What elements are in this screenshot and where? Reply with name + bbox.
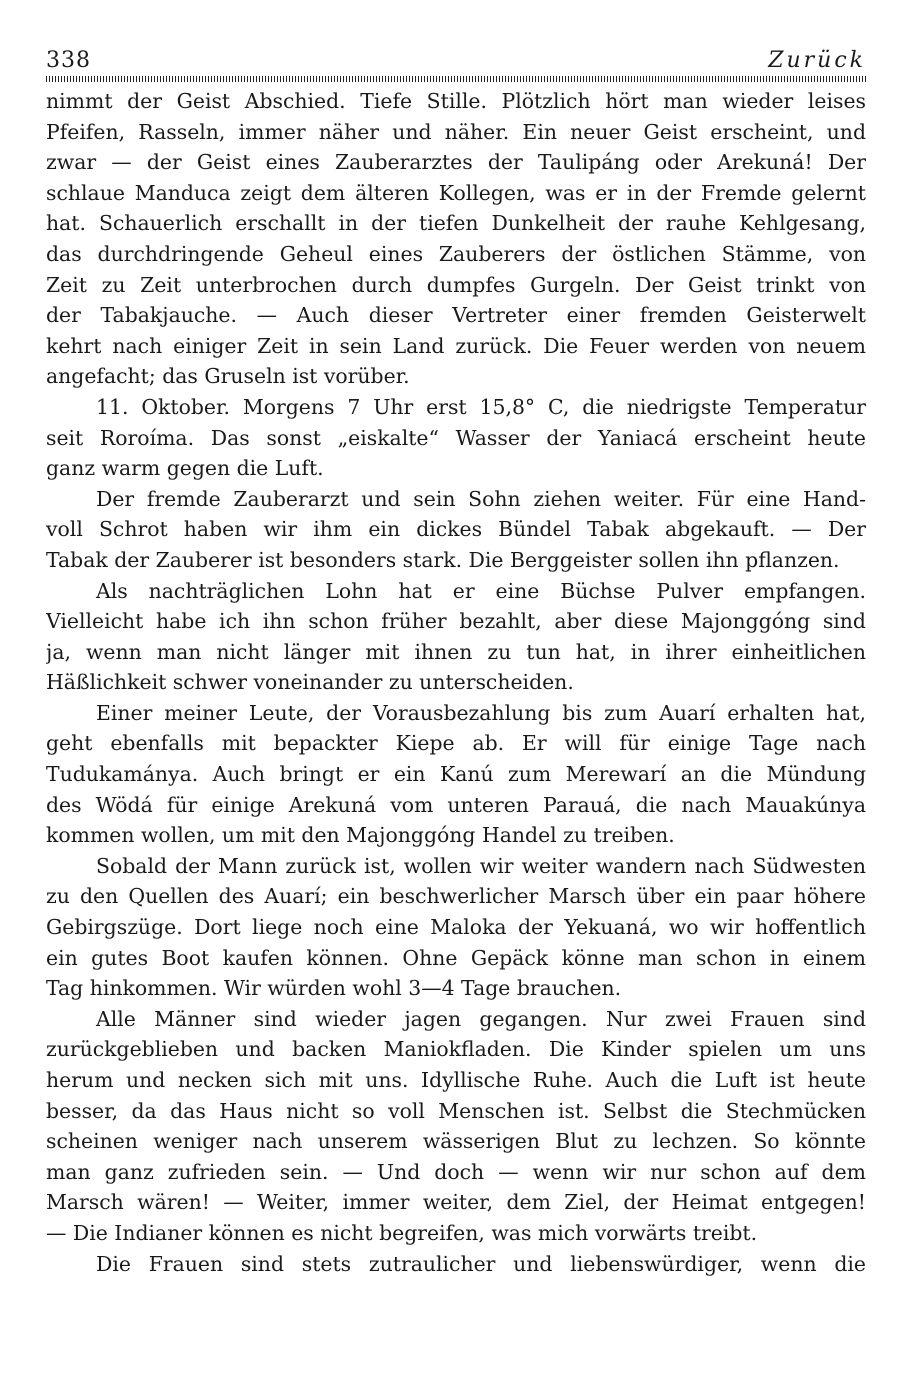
text-line: Einer meiner Leute, der Vorausbezahlung bis zum Auarí erhalten hat, [96, 700, 866, 725]
text-line: scheinen weniger nach unserem wässerigen Blut zu lechzen. So könnte [46, 1129, 866, 1154]
text-line: ja, wenn man nicht länger mit ihnen zu tun hat, in ihrer einheitlichen [46, 639, 866, 664]
text-line: Sobald der Mann zurück ist, wollen wir weiter wandern nach Südwesten [96, 853, 866, 878]
text-line: nimmt der Geist Abschied. Tiefe Stille. Plötzlich hört man wieder leises [46, 89, 866, 113]
text-line: voll Schrot haben wir ihm ein dickes Bündel Tabak abgekauft. — Der [46, 517, 866, 542]
text-line: Die Frauen sind stets zutraulicher und liebenswürdiger, wenn die [96, 1251, 866, 1276]
text-line: besser, da das Haus nicht so voll Menschen ist. Selbst die Stechmücken [46, 1098, 866, 1123]
text-line: schlaue Manduca zeigt dem älteren Kollegen, was er in der Fremde gelernt [46, 180, 866, 205]
text-line: herum und necken sich mit uns. Idyllische Ruhe. Auch die Luft ist heute [46, 1068, 866, 1092]
text-line: kehrt nach einiger Zeit in sein Land zurück. Die Feuer werden von neuem [46, 333, 866, 358]
text-line: man ganz zufrieden sein. — Und doch — wenn wir nur schon auf dem [46, 1159, 866, 1184]
book-page [46, 48, 866, 1279]
text-line: angefacht; das Gruseln ist vorüber. [46, 364, 410, 389]
text-line: des Wödá für einige Arekuná vom unteren Parauá, die nach Mauakúnya [46, 792, 866, 817]
text-line: Gebirgszüge. Dort liege noch eine Maloka der Yekuaná, wo wir hoffentlich [46, 915, 866, 940]
header-rule [46, 76, 866, 82]
paragraph [46, 576, 866, 698]
page-number: 338 [46, 48, 91, 73]
paragraph [46, 392, 866, 484]
text-line: — Die Indianer können es nicht begreifen, was mich vorwärts treibt. [46, 1220, 758, 1245]
text-line: Vielleicht habe ich ihn schon früher bezahlt, aber diese Majonggóng sind [46, 609, 866, 634]
paragraph [46, 86, 866, 392]
text-line: kommen wollen, um mit den Majonggóng Handel zu treiben. [46, 823, 675, 848]
text-line: seit Roroíma. Das sonst „eiskalte“ Wasser der Yaniacá erscheint heute [46, 425, 866, 450]
text-line: Tabak der Zauberer ist besonders stark. Die Berggeister sollen ihn pflanzen. [46, 547, 840, 572]
running-head: Zurück [768, 48, 866, 73]
paragraph [46, 484, 866, 576]
text-line: zu den Quellen des Auarí; ein beschwerlicher Marsch über ein paar höhere [46, 884, 866, 909]
text-line: geht ebenfalls mit bepackter Kiepe ab. Er will für einige Tage nach [46, 731, 866, 756]
text-line: ganz warm gegen die Luft. [46, 456, 324, 481]
text-line: Zeit zu Zeit unterbrochen durch dumpfes Gurgeln. Der Geist trinkt von [46, 272, 866, 297]
text-line: Der fremde Zauberarzt und sein Sohn ziehen weiter. Für eine Hand- [96, 486, 866, 511]
text-line: der Tabakjauche. — Auch dieser Vertreter einer fremden Geisterwelt [46, 303, 866, 328]
text-line: zwar — der Geist eines Zauberarztes der Taulipáng oder Arekuná! Der [46, 150, 866, 175]
text-line: ein gutes Boot kaufen können. Ohne Gepäck könne man schon in einem [46, 945, 866, 970]
text-line: das durchdringende Geheul eines Zauberers der östlichen Stämme, von [46, 241, 866, 266]
text-line: Tag hinkommen. Wir würden wohl 3—4 Tage brauchen. [46, 976, 622, 1001]
text-line: Marsch wären! — Weiter, immer weiter, dem Ziel, der Heimat entgegen! [46, 1190, 866, 1215]
text-line: Pfeifen, Rasseln, immer näher und näher. Ein neuer Geist erscheint, und [46, 119, 866, 144]
paragraph [46, 1249, 866, 1280]
paragraph [46, 851, 866, 1004]
page-header [46, 48, 866, 82]
text-line: Häßlichkeit schwer voneinander zu unterscheiden. [46, 670, 574, 695]
paragraph [46, 1004, 866, 1249]
text-line: Tudukamánya. Auch bringt er ein Kanú zum Merewarí an die Mündung [46, 762, 866, 787]
body-text [46, 86, 866, 1279]
text-line: hat. Schauerlich erschallt in der tiefen Dunkelheit der rauhe Kehlgesang, [46, 211, 866, 236]
text-line: 11. Oktober. Morgens 7 Uhr erst 15,8° C, die niedrigste Temperatur [96, 394, 866, 419]
paragraph [46, 698, 866, 851]
text-line: Alle Männer sind wieder jagen gegangen. Nur zwei Frauen sind [96, 1006, 866, 1031]
text-line: zurückgeblieben und backen Maniokfladen. Die Kinder spielen um uns [46, 1037, 866, 1062]
text-line: Als nachträglichen Lohn hat er eine Büchse Pulver empfangen. [96, 578, 866, 603]
